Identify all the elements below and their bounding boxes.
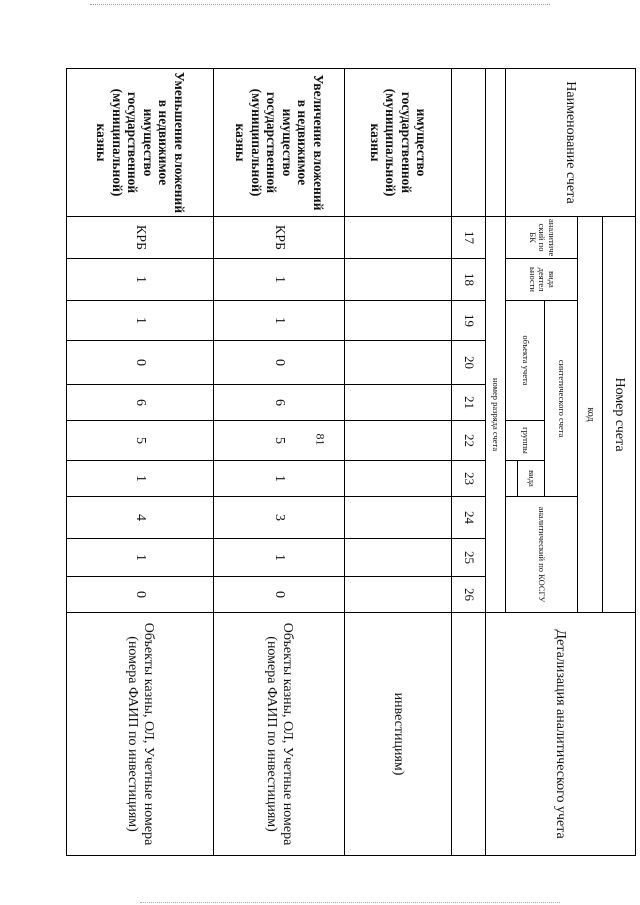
- row-name: имущество государственной (муниципальной) казны: [345, 69, 452, 217]
- digit-20: 20: [452, 341, 485, 385]
- rotated-table-container: [66, 68, 636, 855]
- header-kind: вида: [518, 461, 545, 497]
- header-account-number: Номер счета: [602, 217, 635, 613]
- page-number: 81: [313, 433, 328, 446]
- row-cell: [345, 385, 452, 421]
- digit-23: 23: [452, 461, 485, 497]
- header-detail: Детализация аналитического учета: [485, 613, 635, 856]
- digit-19: 19: [452, 301, 485, 341]
- row-cell: 1: [214, 301, 345, 341]
- row-cell: [345, 461, 452, 497]
- accounts-table: [66, 68, 636, 856]
- row-cell: 0: [67, 577, 214, 613]
- digit-blank: [452, 69, 485, 217]
- row-cell: [345, 217, 452, 259]
- header-activity-type: вида деятел ьности: [505, 259, 577, 301]
- row-cell: 5: [214, 421, 345, 461]
- header-kind-spacer: [505, 461, 517, 497]
- header-analytic-bk: аналитиче ский по БК: [505, 217, 577, 259]
- row-cell: 1: [67, 259, 214, 301]
- header-synthetic: синтетического счета: [544, 301, 577, 497]
- row-detail: Объекты казны, ОЛ, Учетные номера (номера ФАИП по инвестициям): [214, 613, 345, 856]
- row-cell: 1: [67, 539, 214, 577]
- row-cell: 6: [67, 385, 214, 421]
- digit-22: 22: [452, 421, 485, 461]
- digit-25: 25: [452, 539, 485, 577]
- header-account-name: Наименование счета: [505, 69, 635, 217]
- row-cell: [345, 341, 452, 385]
- scan-bottom-edge: [140, 902, 560, 904]
- digit-26: 26: [452, 577, 485, 613]
- row-cell: [345, 539, 452, 577]
- row-cell: [345, 421, 452, 461]
- row-cell: 0: [67, 341, 214, 385]
- row-cell: 1: [214, 259, 345, 301]
- row-cell: 4: [67, 497, 214, 539]
- digit-18: 18: [452, 259, 485, 301]
- row-detail: инвестициям): [345, 613, 452, 856]
- row-cell: 1: [214, 539, 345, 577]
- table-row: [214, 69, 345, 856]
- row-cell: [345, 577, 452, 613]
- row-name: Увеличение вложений в недвижимое имущество государственной (муниципальной) казны: [214, 69, 345, 217]
- header-group: группы: [505, 421, 544, 461]
- row-cell: [345, 259, 452, 301]
- digit-detail-blank: [452, 613, 485, 856]
- row-detail: Объекты казны, ОЛ, Учетные номера (номера ФАИП по инвестициям): [67, 613, 214, 856]
- header-object: объекта учета: [505, 301, 544, 421]
- scan-top-edge: [90, 4, 550, 7]
- digit-24: 24: [452, 497, 485, 539]
- row-cell: 3: [214, 497, 345, 539]
- table-row: [67, 69, 214, 856]
- row-cell: КРБ: [67, 217, 214, 259]
- row-name: Уменьшение вложений в недвижимое имущество государственной (муниципальной) казны: [67, 69, 214, 217]
- header-code: код: [578, 217, 602, 613]
- digit-17: 17: [452, 217, 485, 259]
- header-kosgu: аналитический по КОСГУ: [505, 497, 577, 613]
- row-cell: [345, 497, 452, 539]
- digit-21: 21: [452, 385, 485, 421]
- row-cell: 5: [67, 421, 214, 461]
- row-cell: 1: [67, 461, 214, 497]
- header-digit-row: номер разряда счета: [485, 217, 505, 613]
- row-cell: 0: [214, 341, 345, 385]
- header-blank: [485, 69, 505, 217]
- row-cell: 1: [214, 461, 345, 497]
- row-cell: 6: [214, 385, 345, 421]
- table-row: [345, 69, 452, 856]
- row-cell: 0: [214, 577, 345, 613]
- row-cell: 1: [67, 301, 214, 341]
- row-cell: КРБ: [214, 217, 345, 259]
- row-cell: [345, 301, 452, 341]
